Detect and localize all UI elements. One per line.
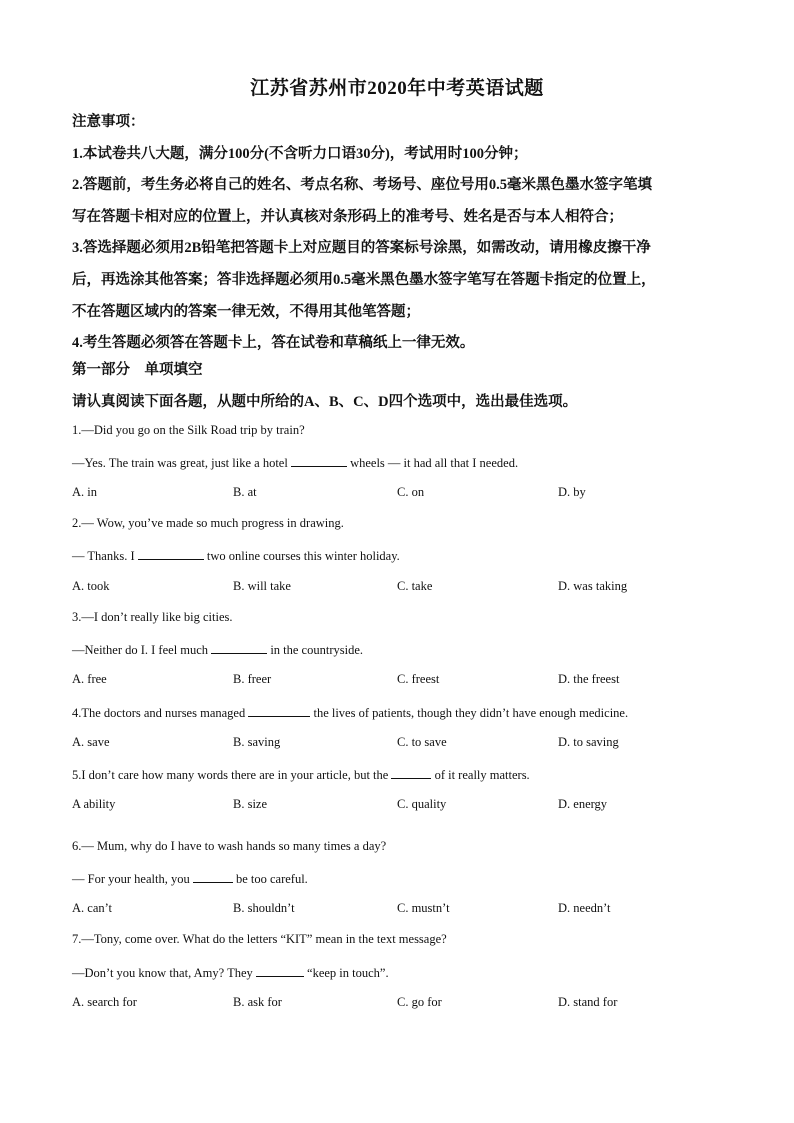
option-d: D. needn’t bbox=[558, 901, 611, 915]
option-a: A. save bbox=[72, 735, 110, 749]
option-a: A. can’t bbox=[72, 901, 113, 915]
question-2-stem: 2.— Wow, you’ve made so much progress in drawing. bbox=[72, 516, 344, 530]
question-3-options bbox=[72, 672, 732, 688]
question-5-options bbox=[72, 797, 732, 813]
question-text: — Thanks. I bbox=[72, 549, 138, 563]
notice-line: 不在答题区域内的答案一律无效，不得用其他笔答题； bbox=[72, 303, 420, 320]
notice-line: 3.答选择题必须用2B铅笔把答题卡上对应题目的答案标号涂黑，如需改动，请用橡皮擦干净 bbox=[72, 240, 651, 257]
option-c: C. freest bbox=[397, 672, 440, 686]
option-c: C. take bbox=[397, 579, 433, 593]
question-text: 5.I don’t care how many words there are in your article, but the bbox=[72, 768, 392, 782]
option-b: B. will take bbox=[233, 579, 291, 593]
notice-line: 4.考生答题必须答在答题卡上，答在试卷和草稿纸上一律无效。 bbox=[72, 335, 475, 352]
notice-line: 1.本试卷共八大题，满分100分(不含听力口语30分)，考试用时100分钟； bbox=[72, 145, 528, 162]
question-text: — For your health, you bbox=[72, 872, 193, 886]
question-text: the lives of patients, though they didn’t have enough medicine. bbox=[310, 706, 629, 720]
question-1-options bbox=[72, 485, 732, 501]
question-2-reply bbox=[72, 547, 400, 564]
question-4-options bbox=[72, 735, 732, 751]
option-a: A. in bbox=[72, 485, 97, 499]
question-text: in the countryside. bbox=[267, 643, 364, 657]
question-6-stem: 6.— Mum, why do I have to wash hands so many times a day? bbox=[72, 839, 387, 853]
question-text: be too careful. bbox=[232, 872, 308, 886]
question-text: of it really matters. bbox=[431, 768, 530, 782]
notice-section bbox=[72, 107, 732, 360]
question-1-reply bbox=[72, 454, 518, 471]
question-7-options bbox=[72, 995, 732, 1011]
notice-line: 后，再选涂其他答案；答非选择题必须用0.5毫米黑色墨水签字笔写在答题卡指定的位置上， bbox=[72, 271, 656, 288]
option-d: D. to saving bbox=[558, 735, 619, 749]
option-a: A ability bbox=[72, 797, 116, 811]
answer-blank bbox=[291, 454, 347, 467]
question-1-stem: 1.—Did you go on the Silk Road trip by train? bbox=[72, 423, 305, 437]
answer-blank bbox=[391, 766, 431, 779]
option-d: D. by bbox=[558, 485, 586, 499]
question-text: “keep in touch”. bbox=[303, 966, 389, 980]
question-6-options bbox=[72, 901, 732, 917]
option-c: C. to save bbox=[397, 735, 447, 749]
option-b: B. at bbox=[233, 485, 257, 499]
question-7-stem: 7.—Tony, come over. What do the letters “KIT” mean in the text message? bbox=[72, 932, 447, 946]
question-text: —Neither do I. I feel much bbox=[72, 643, 212, 657]
question-text: wheels — it had all that I needed. bbox=[346, 456, 519, 470]
answer-blank bbox=[248, 704, 310, 717]
question-text: two online courses this winter holiday. bbox=[203, 549, 400, 563]
question-7-reply bbox=[72, 964, 389, 981]
question-5-stem bbox=[72, 766, 530, 783]
option-b: B. saving bbox=[233, 735, 281, 749]
option-a: A. free bbox=[72, 672, 107, 686]
option-a: A. took bbox=[72, 579, 110, 593]
answer-blank bbox=[256, 964, 304, 977]
option-d: D. stand for bbox=[558, 995, 618, 1009]
option-c: C. go for bbox=[397, 995, 442, 1009]
notice-line: 2.答题前，考生务必将自己的姓名、考点名称、考场号、座位号用0.5毫米黑色墨水签字笔填 bbox=[72, 177, 652, 194]
part-instruction: 请认真阅读下面各题，从题中所给的A、B、C、D四个选项中，选出最佳选项。 bbox=[72, 394, 578, 410]
question-2-options bbox=[72, 579, 732, 595]
answer-blank bbox=[193, 870, 233, 883]
exam-title: 江苏省苏州市2020年中考英语试题 bbox=[250, 78, 544, 99]
option-c: C. quality bbox=[397, 797, 447, 811]
answer-blank bbox=[138, 547, 204, 560]
question-text: —Don’t you know that, Amy? They bbox=[72, 966, 256, 980]
option-b: B. size bbox=[233, 797, 268, 811]
option-d: D. the freest bbox=[558, 672, 620, 686]
option-b: B. shouldn’t bbox=[233, 901, 295, 915]
question-text: 4.The doctors and nurses managed bbox=[72, 706, 249, 720]
part-title: 第一部分 单项填空 bbox=[72, 362, 203, 378]
question-3-reply bbox=[72, 641, 363, 658]
option-b: B. ask for bbox=[233, 995, 282, 1009]
question-text: —Yes. The train was great, just like a hotel bbox=[72, 456, 291, 470]
question-6-reply bbox=[72, 870, 308, 887]
question-3-stem: 3.—I don’t really like big cities. bbox=[72, 610, 233, 624]
option-c: C. on bbox=[397, 485, 425, 499]
question-4-stem bbox=[72, 704, 628, 721]
notice-heading: 注意事项： bbox=[72, 114, 145, 130]
option-d: D. was taking bbox=[558, 579, 628, 593]
option-d: D. energy bbox=[558, 797, 608, 811]
notice-line: 写在答题卡相对应的位置上，并认真核对条形码上的准考号、姓名是否与本人相符合； bbox=[72, 208, 623, 225]
answer-blank bbox=[211, 641, 267, 654]
option-c: C. mustn’t bbox=[397, 901, 450, 915]
option-b: B. freer bbox=[233, 672, 272, 686]
option-a: A. search for bbox=[72, 995, 137, 1009]
